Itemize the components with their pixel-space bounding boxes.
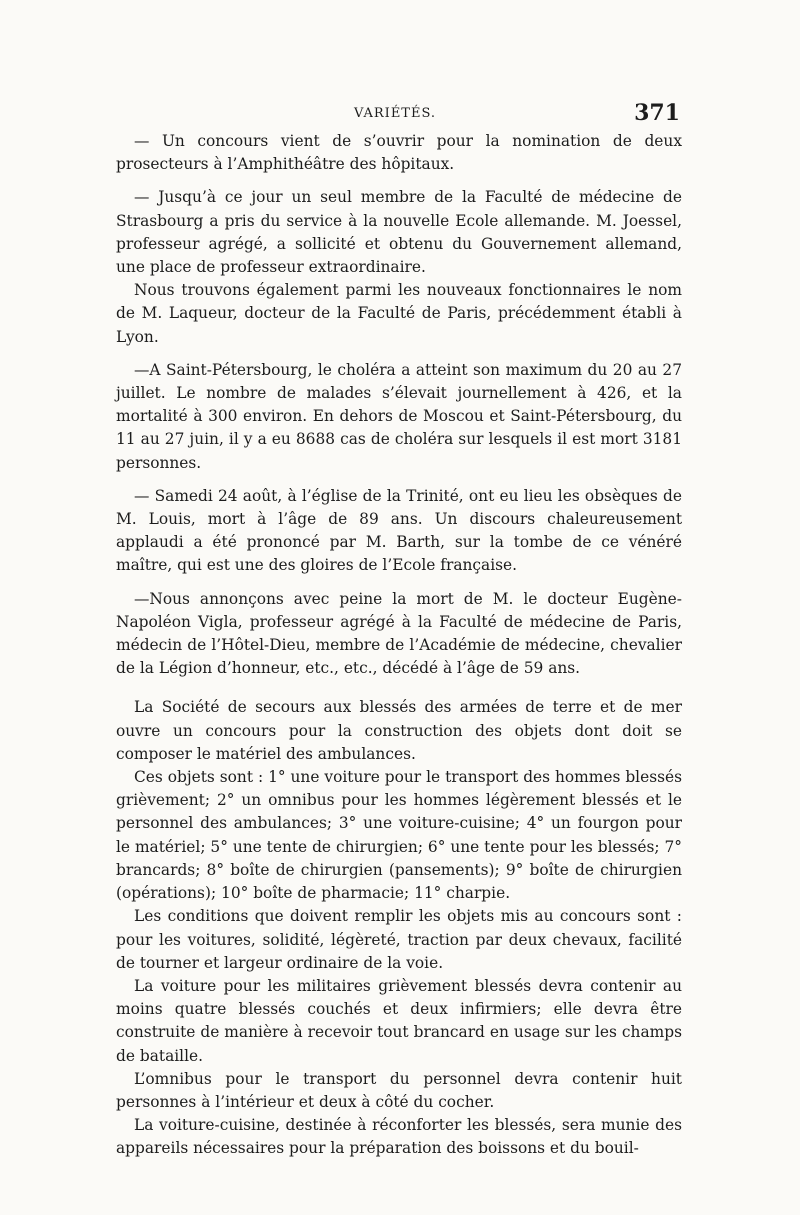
paragraph-voiture-militaires: La voiture pour les militaires grièvement blessés devra contenir au moins quatre blessés couchés et deux infirmiers; elle devra être construite de manière à recevoir tout brancard en usage sur les champs de bataille. bbox=[116, 976, 682, 1065]
page-header bbox=[118, 100, 680, 130]
body-text bbox=[116, 130, 682, 1161]
paragraph-louis-obseques: — Samedi 24 août, à l’église de la Trinité, ont eu lieu les obsèques de M. Louis, mort à l’âge de 89 ans. Un discours chaleureusement applaudi a été prononcé par M. Barth, sur la tombe de ce vénéré maître, qui est une des gloires de l’Ecole française. bbox=[116, 486, 682, 575]
paragraph-laqueur: Nous trouvons également parmi les nouveaux fonctionnaires le nom de M. Laqueur, docteur de la Faculté de Paris, précédemment établi à Lyon. bbox=[116, 281, 682, 346]
page-number: 371 bbox=[634, 100, 680, 126]
paragraph-cholera: —A Saint-Pétersbourg, le choléra a atteint son maximum du 20 au 27 juillet. Le nombre de malades s’élevait journellement à 426, et la mortalité à 300 environ. En dehors de Moscou et Saint-Pétersbourg, du 11 au 27 juin, il y a eu 8688 cas de choléra sur lesquels il est mort 3181 personnes. bbox=[116, 360, 682, 472]
paragraph-omnibus: L’omnibus pour le transport du personnel devra contenir huit personnes à l’intérieur et deux à côté du cocher. bbox=[116, 1069, 682, 1111]
paragraph-conditions: Les conditions que doivent remplir les objets mis au concours sont : pour les voitures, solidité, légèreté, traction par deux chevaux, facilité de tourner et largeur ordinaire de la voie. bbox=[116, 907, 682, 972]
paragraph-societe-secours: La Société de secours aux blessés des armées de terre et de mer ouvre un concours pour la construction des objets dont doit se composer le matériel des ambulances. bbox=[116, 698, 682, 763]
paragraph-voiture-cuisine: La voiture-cuisine, destinée à réconforter les blessés, sera munie des appareils nécessaires pour la préparation des boissons et du bouil- bbox=[116, 1116, 682, 1158]
paragraph-objets-list: Ces objets sont : 1° une voiture pour le transport des hommes blessés grièvement; 2° un omnibus pour les hommes légèrement blessés et le personnel des ambulances; 3° une voiture-cuisine; 4° un fourgon pour le matériel; 5° une tente de chirurgien; 6° une tente pour les blessés; 7° brancards; 8° boîte de chirurgien (pansements); 9° boîte de chirurgien (opérations); 10° boîte de pharmacie; 11° charpie. bbox=[116, 768, 682, 903]
paragraph-prosecteurs: — Un concours vient de s’ouvrir pour la nomination de deux prosecteurs à l’Amphithéâtre des hôpitaux. bbox=[116, 132, 682, 174]
running-head: VARIÉTÉS. bbox=[354, 106, 437, 121]
paragraph-vigla: —Nous annonçons avec peine la mort de M. le docteur Eugène-Napoléon Vigla, professeur agrégé à la Faculté de médecine de Paris, médecin de l’Hôtel-Dieu, membre de l’Académie de médecine, chevalier de la Légion d’honneur, etc., etc., décédé à l’âge de 59 ans. bbox=[116, 589, 682, 678]
paragraph-strasbourg: — Jusqu’à ce jour un seul membre de la Faculté de médecine de Strasbourg a pris du service à la nouvelle Ecole allemande. M. Joessel, professeur agrégé, a sollicité et obtenu du Gouvernement allemand, une place de professeur extraordinaire. bbox=[116, 188, 682, 277]
